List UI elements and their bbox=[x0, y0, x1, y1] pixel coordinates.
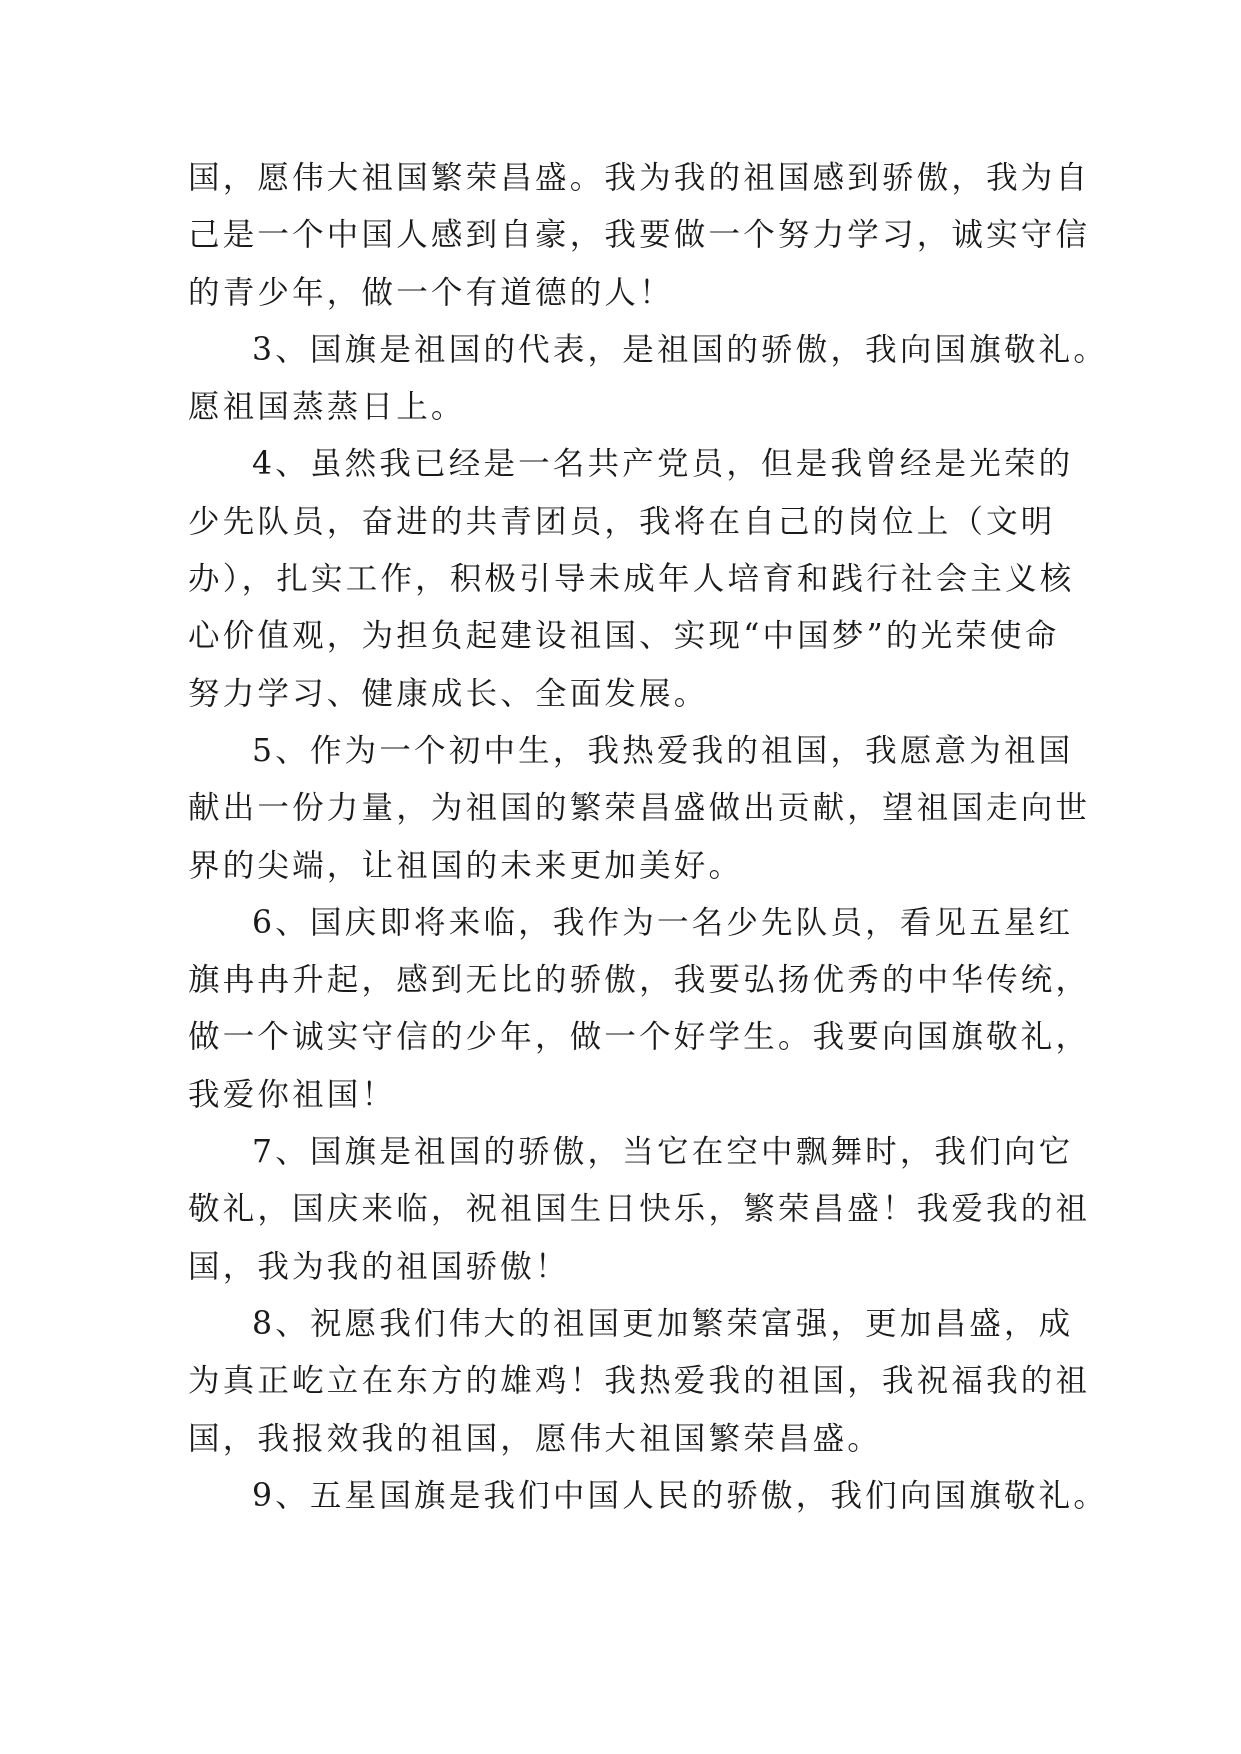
text-line: 国，我为我的祖国骄傲！ bbox=[188, 1248, 570, 1285]
text-line: 国，我报效我的祖国，愿伟大祖国繁荣昌盛。 bbox=[188, 1420, 883, 1457]
text-line: 界的尖端，让祖国的未来更加美好。 bbox=[188, 847, 744, 884]
text-line: 办），扎实工作，积极引导未成年人培育和践行社会主义核 bbox=[188, 561, 1075, 598]
text-line: 5、作为一个初中生，我热爱我的祖国，我愿意为祖国 bbox=[252, 732, 1074, 769]
text-line: 旗冉冉升起，感到无比的骄傲，我要弘扬优秀的中华传统， bbox=[188, 962, 1091, 999]
text-line: 4、虽然我已经是一名共产党员，但是我曾经是光荣的 bbox=[252, 446, 1074, 483]
document-body bbox=[188, 150, 1109, 1525]
text-line: 的青少年，做一个有道德的人！ bbox=[188, 274, 674, 311]
text-line: 愿祖国蒸蒸日上。 bbox=[188, 389, 466, 426]
text-line: 己是一个中国人感到自豪，我要做一个努力学习，诚实守信 bbox=[188, 217, 1091, 254]
text-line: 敬礼，国庆来临，祝祖国生日快乐，繁荣昌盛！我爱我的祖 bbox=[188, 1191, 1091, 1228]
text-line: 9、五星国旗是我们中国人民的骄傲，我们向国旗敬礼。 bbox=[252, 1477, 1109, 1514]
text-line: 国，愿伟大祖国繁荣昌盛。我为我的祖国感到骄傲，我为自 bbox=[188, 160, 1091, 196]
text-line: 做一个诚实守信的少年，做一个好学生。我要向国旗敬礼， bbox=[188, 1019, 1091, 1056]
text-line: 6、国庆即将来临，我作为一名少先队员，看见五星红 bbox=[252, 904, 1074, 941]
text-line: 少先队员，奋进的共青团员，我将在自己的岗位上（文明 bbox=[188, 503, 1056, 540]
text-line: 7、国旗是祖国的骄傲，当它在空中飘舞时，我们向它 bbox=[252, 1134, 1074, 1171]
text-line: 献出一份力量，为祖国的繁荣昌盛做出贡献，望祖国走向世 bbox=[188, 790, 1091, 827]
text-line: 心价值观，为担负起建设祖国、实现“中国梦”的光荣使命 bbox=[188, 618, 1060, 655]
text-line: 8、祝愿我们伟大的祖国更加繁荣富强，更加昌盛，成 bbox=[252, 1305, 1074, 1342]
text-line: 我爱你祖国！ bbox=[188, 1076, 397, 1113]
text-line: 3、国旗是祖国的代表，是祖国的骄傲，我向国旗敬礼。 bbox=[252, 331, 1109, 368]
text-line: 努力学习、健康成长、全面发展。 bbox=[188, 675, 709, 712]
text-line: 为真正屹立在东方的雄鸡！我热爱我的祖国，我祝福我的祖 bbox=[188, 1363, 1091, 1400]
